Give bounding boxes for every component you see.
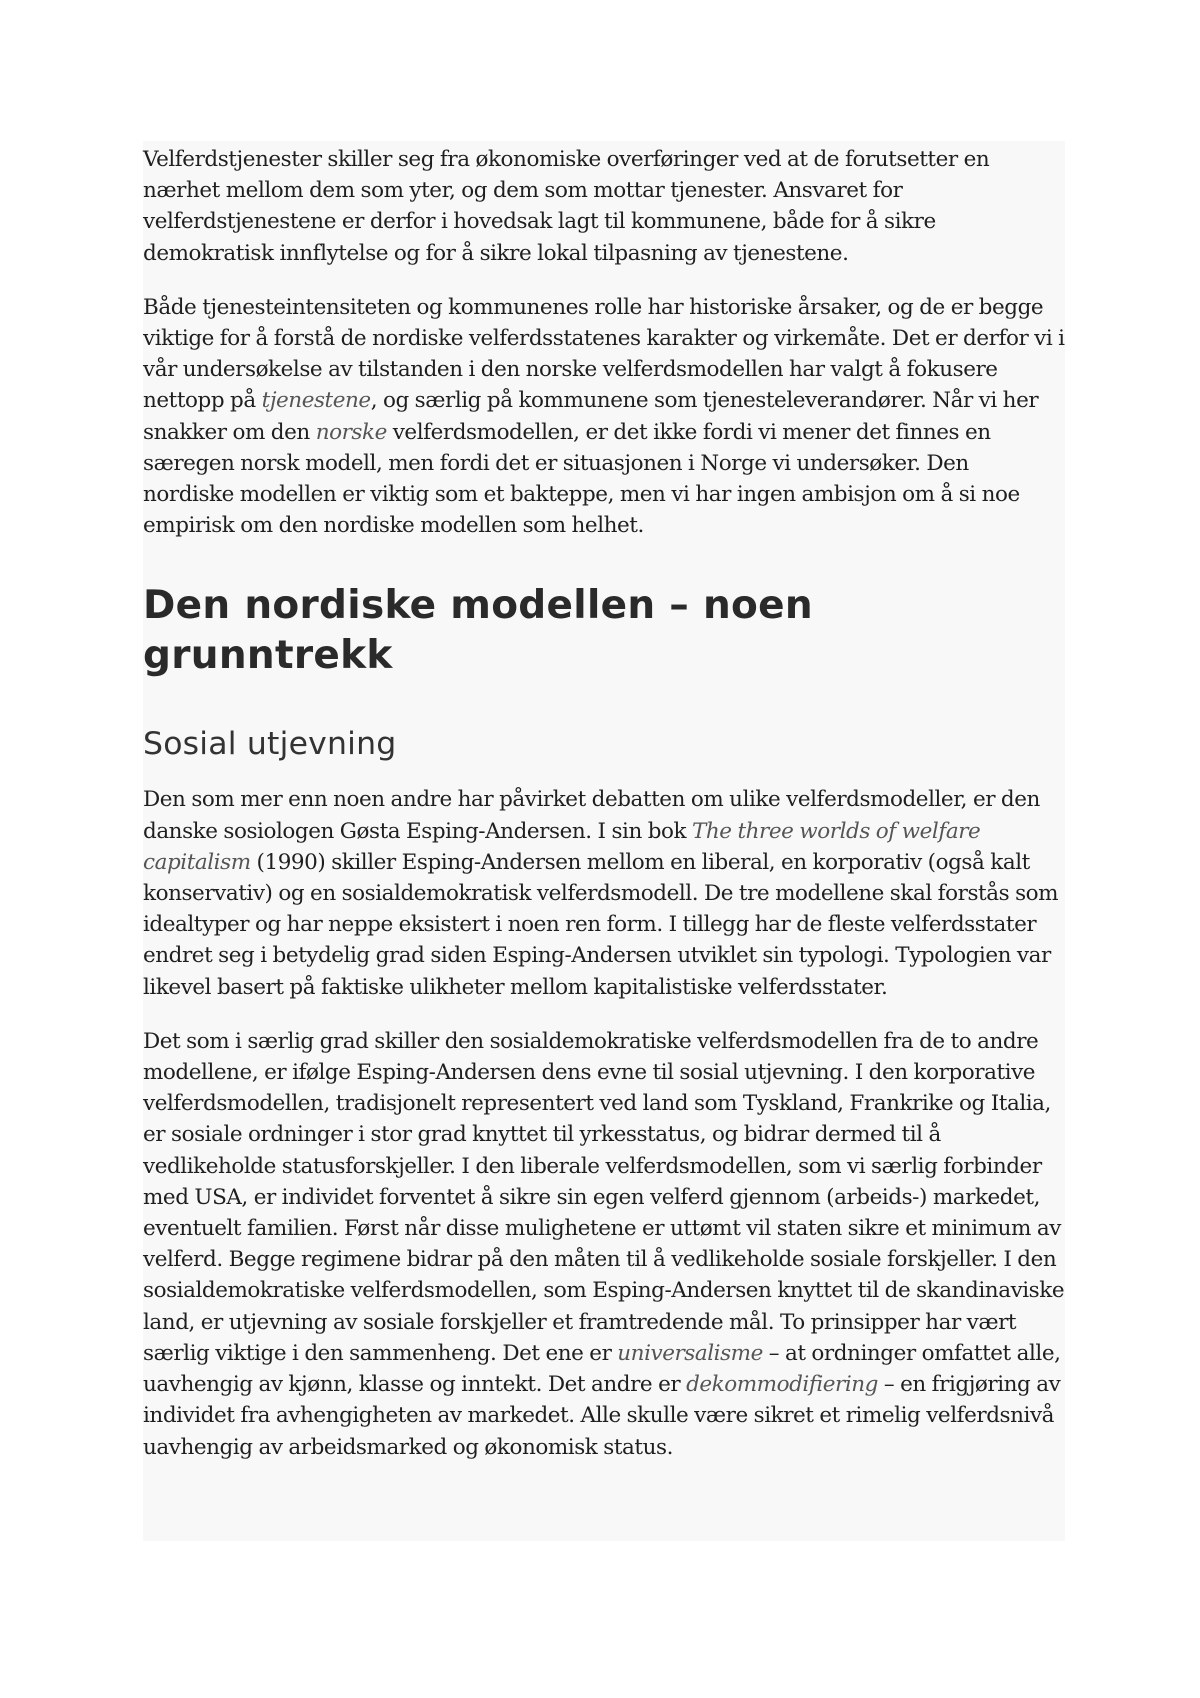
text-span: , og særlig på kommunene som tjenesteleverandører. Når vi her snakker om den: [143, 388, 1039, 445]
text-span: (1990) skiller Esping-Andersen mellom en liberal, en korporativ (også kalt konservativ) og en sosialdemokratisk velferdsmodell. De tre modellene skal forstås som idealtyper og har neppe eksistert i noen ren form. I tillegg har de fleste velferdsstater endret seg i betydelig grad siden Esping-Andersen utviklet sin typologi. Typologien var likevel basert på faktiske ulikheter mellom kapitalistiske velferdsstater.: [143, 849, 1059, 1000]
text-span: Både tjenesteintensiteten og kommunenes rolle har historiske årsaker, og de er begge viktige for å forstå de nordiske velferdsstatenes karakter og virkemåte. Det er derfor vi i vår undersøkelse av tilstanden i den norske velferdsmodellen har valgt å fokusere nettopp på: [143, 294, 1065, 414]
paragraph-welfare-services: Velferdstjenester skiller seg fra økonomiske overføringer ved at de forutsetter en nærhet mellom dem som yter, og dem som mottar tjenester. Ansvaret for velferdstjenestene er derfor i hovedsak lagt til kommunene, både for å sikre demokratisk innflytelse og for å sikre lokal tilpasning av tjenestene.: [143, 147, 990, 266]
text-span: – en frigjøring av individet fra avhengigheten av markedet. Alle skulle være sikret et rimelig velferdsnivå uavhengig av arbeidsmarked og økonomisk status.: [143, 1372, 1061, 1460]
section-heading: Den nordiske modellen – noen grunntrekk: [143, 583, 813, 679]
document-content: [143, 141, 1065, 1541]
paragraph-service-intensity: [143, 292, 1065, 542]
text-span: Det som i særlig grad skiller den sosialdemokratiske velferdsmodellen fra de to andre modellene, er ifølge Esping-Andersen dens evne til sosial utjevning. I den korporative velferdsmodellen, tradisjonelt representert ved land som Tyskland, Frankrike og Italia, er sosiale ordninger i stor grad knyttet til yrkesstatus, og bidrar dermed til å vedlikeholde statusforskjeller. I den liberale velferdsmodellen, som vi særlig forbinder med USA, er individet forventet å sikre sin egen velferd gjennom (arbeids-) markedet, eventuelt familien. Først når disse mulighetene er uttømt vil staten sikre et minimum av velferd. Begge regimene bidrar på den måten til å vedlikeholde sosiale forskjeller. I den sosialdemokratiske velferdsmodellen, som Esping-Andersen knyttet til de skandinaviske land, er utjevning av sosiale forskjeller et framtredende mål. To prinsipper har vært særlig viktige i den sammenheng. Det ene er: [143, 1028, 1065, 1366]
text-span: – at ordninger omfattet alle, uavhengig av kjønn, klasse og inntekt. Det andre er: [143, 1340, 1061, 1398]
emphasis-norske: norske: [315, 419, 387, 445]
book-title: The three worlds of welfare capitalism: [143, 818, 981, 875]
subsection-heading: Sosial utjevning: [143, 726, 397, 763]
emphasis-dekommodifiering: dekommodifiering: [686, 1372, 878, 1398]
text-span: Den som mer enn noen andre har påvirket debatten om ulike velferdsmodeller, er den danske sosiologen Gøsta Esping-Andersen. I sin bok: [143, 787, 1040, 844]
paragraph-esping-andersen: [143, 784, 1065, 1002]
text-span: velferdsmodellen, er det ikke fordi vi mener det finnes en særegen norsk modell, men fordi det er situasjonen i Norge vi undersøker. Den nordiske modellen er viktig som et bakteppe, men vi har ingen ambisjon om å si noe empirisk om den nordiske modellen som helhet.: [143, 419, 1020, 539]
paragraph-social-equalization: [143, 1026, 1065, 1463]
emphasis-tjenestene: tjenestene: [261, 388, 371, 414]
emphasis-universalisme: universalisme: [617, 1340, 763, 1366]
